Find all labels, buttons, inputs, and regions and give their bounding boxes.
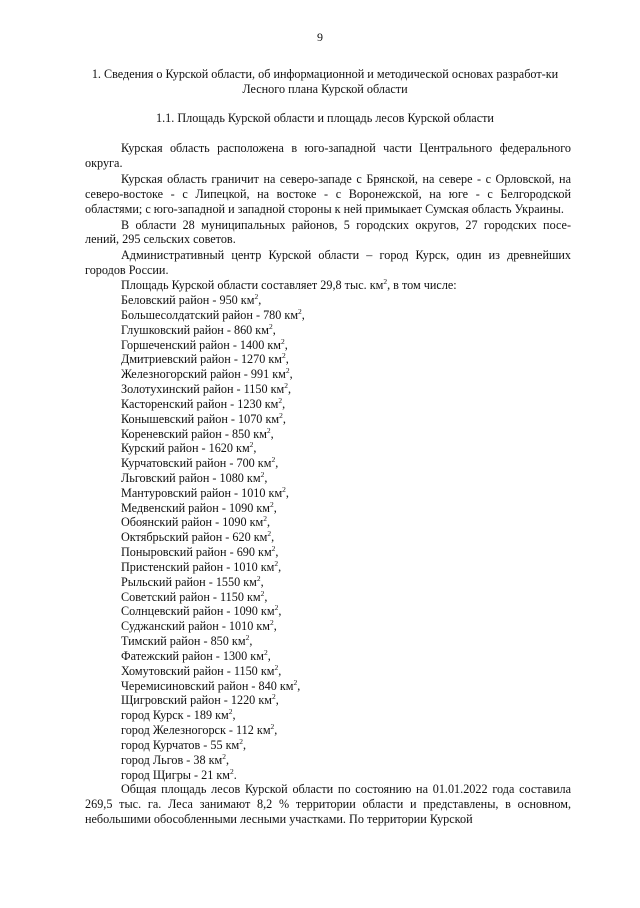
district-name: город Курчатов - 55 км <box>121 737 240 752</box>
page-number: 9 <box>317 30 323 44</box>
unit-superscript: 2 <box>271 455 276 465</box>
district-item <box>121 397 571 412</box>
district-punctuation: , <box>264 589 268 604</box>
district-item <box>121 382 571 397</box>
district-list <box>85 293 571 782</box>
district-item <box>121 619 571 634</box>
district-item <box>121 753 571 768</box>
district-item <box>121 768 571 783</box>
unit-superscript: 2 <box>269 618 274 628</box>
district-item <box>121 530 571 545</box>
district-punctuation: , <box>264 471 268 485</box>
district-name: Хомутовский район - 1150 км <box>121 663 275 678</box>
unit-superscript: 2 <box>293 677 298 687</box>
district-punctuation: . <box>233 767 237 782</box>
unit-superscript: 2 <box>282 484 286 494</box>
unit-superscript: 2 <box>274 662 279 672</box>
district-name: Горшеченский район - 1400 км <box>121 337 281 352</box>
unit-superscript: 2 <box>270 722 275 732</box>
district-item <box>121 456 571 471</box>
district-item <box>121 441 571 456</box>
district-item <box>121 308 571 323</box>
district-punctuation: , <box>273 619 277 634</box>
district-item <box>121 515 571 530</box>
unit-superscript: 2 <box>284 381 289 391</box>
district-punctuation: , <box>297 678 301 693</box>
unit-superscript: 2 <box>279 410 283 420</box>
district-punctuation: , <box>242 737 247 752</box>
section-title: 1. Сведения о Курской области, об информационной и методической основах разработ-ки Лесного плана Курской области <box>91 67 559 96</box>
district-item <box>121 352 571 367</box>
unit-superscript: 2 <box>285 366 290 376</box>
district-punctuation: , <box>253 441 257 456</box>
district-punctuation: , <box>270 426 274 441</box>
district-item <box>121 545 571 560</box>
unit-superscript: 2 <box>239 736 243 746</box>
unit-superscript: 2 <box>263 647 268 657</box>
district-item <box>121 427 571 442</box>
district-name: Золотухинский район - 1150 км <box>121 382 285 397</box>
paragraph-location: Курская область расположена в юго-западной части Центрального федерального округа. <box>85 141 571 170</box>
district-punctuation: , <box>285 352 289 367</box>
district-name: город Курск - 189 км <box>121 708 229 723</box>
unit-superscript: 2 <box>254 292 259 302</box>
district-item <box>121 604 571 619</box>
district-punctuation: , <box>275 456 279 471</box>
district-punctuation: , <box>260 574 264 589</box>
district-punctuation: , <box>301 307 305 322</box>
district-item <box>121 575 571 590</box>
district-punctuation: , <box>271 530 275 545</box>
paragraph-admin-center: Административный центр Курской области – город Курск, один из древнейших городов России. <box>85 248 571 278</box>
district-name: Железногорский район - 991 км <box>121 367 286 382</box>
district-punctuation: , <box>275 545 279 560</box>
unit-superscript: 2 <box>274 558 279 568</box>
district-name: Тимский район - 850 км <box>121 634 246 649</box>
district-name: Курчатовский район - 700 км <box>121 456 272 471</box>
district-punctuation: , <box>282 411 286 426</box>
district-name: Советский район - 1150 км <box>121 589 261 604</box>
district-punctuation: , <box>274 723 278 738</box>
unit-superscript: 2 <box>270 499 274 509</box>
district-punctuation: , <box>272 322 276 337</box>
district-name: Мантуровский район - 1010 км <box>121 485 283 500</box>
district-name: Льговский район - 1080 км <box>121 471 261 485</box>
unit-superscript: 2 <box>282 351 286 361</box>
subsection-title: 1.1. Площадь Курской области и площадь лесов Курской области <box>156 111 494 125</box>
unit-superscript: 2 <box>222 751 227 761</box>
district-item <box>121 708 571 723</box>
district-punctuation: , <box>249 634 253 649</box>
paragraph-borders: Курская область граничит на северо-западе с Брянской, на севере - с Орловской, на северо-востоке - с Липецкой, на востоке - с Воронежской, на юге - с Белгородской областями; с юго-западной и западной стороны к ней примыкает Сумская область Украины. <box>85 171 571 216</box>
district-punctuation: , <box>232 708 236 723</box>
district-punctuation: , <box>289 367 293 382</box>
unit-superscript: 2 <box>267 529 272 539</box>
area-intro-suffix: , в том числе: <box>387 278 457 293</box>
district-item <box>121 338 571 353</box>
district-punctuation: , <box>285 485 289 500</box>
unit-superscript: 2 <box>266 425 271 435</box>
district-name: Суджанский район - 1010 км <box>121 619 270 634</box>
district-name: Беловский район - 950 км <box>121 293 255 308</box>
unit-superscript: 2 <box>256 573 261 583</box>
district-punctuation: , <box>275 693 279 708</box>
district-item <box>121 501 571 516</box>
unit-superscript: 2 <box>228 707 233 717</box>
district-item <box>121 293 571 308</box>
unit-superscript: 2 <box>280 336 285 346</box>
district-item <box>121 664 571 679</box>
district-punctuation: , <box>273 500 277 515</box>
district-name: Обоянский район - 1090 км <box>121 515 264 530</box>
area-intro-sup: 2 <box>383 277 388 287</box>
district-punctuation: , <box>278 663 282 678</box>
district-name: Щигровский район - 1220 км <box>121 693 272 708</box>
district-name: Рыльский район - 1550 км <box>121 574 257 589</box>
paragraph-area-intro <box>85 278 571 293</box>
district-item <box>121 679 571 694</box>
district-name: Курский район - 1620 км <box>121 441 250 456</box>
unit-superscript: 2 <box>274 603 279 613</box>
unit-superscript: 2 <box>268 321 273 331</box>
district-punctuation: , <box>284 337 288 352</box>
district-punctuation: , <box>226 752 230 767</box>
district-item <box>121 738 571 753</box>
district-punctuation: , <box>288 382 292 397</box>
paragraph-forest-area: Общая площадь лесов Курской области по состоянию на 01.01.2022 года составила 269,5 тыс. га. Леса занимают 8,2 % территории области и представлены, в основном, небольшими обособленными лесными участками. По территории Курской <box>85 782 571 827</box>
unit-superscript: 2 <box>298 306 302 316</box>
unit-superscript: 2 <box>245 633 250 643</box>
district-name: Конышевский район - 1070 км <box>121 411 280 426</box>
district-item <box>121 323 571 338</box>
district-punctuation: , <box>258 293 262 308</box>
district-punctuation: , <box>267 648 271 663</box>
district-name: Фатежский район - 1300 км <box>121 648 264 663</box>
district-name: город Льгов - 38 км <box>121 752 223 767</box>
district-name: Октябрьский район - 620 км <box>121 530 268 545</box>
document-body <box>85 141 571 827</box>
district-name: Медвенский район - 1090 км <box>121 500 271 515</box>
paragraph-municipalities: В области 28 муниципальных районов, 5 городских округов, 27 городских посе-лений, 295 сельских советов. <box>85 217 571 247</box>
district-name: Касторенский район - 1230 км <box>121 396 279 411</box>
unit-superscript: 2 <box>271 692 276 702</box>
district-punctuation: , <box>278 604 282 619</box>
unit-superscript: 2 <box>260 588 265 598</box>
district-punctuation: , <box>267 515 271 530</box>
district-item <box>121 471 571 486</box>
district-name: Дмитриевский район - 1270 км <box>121 352 283 367</box>
unit-superscript: 2 <box>249 440 254 450</box>
district-name: Черемисиновский район - 840 км <box>121 678 294 693</box>
district-item <box>121 649 571 664</box>
district-name: Кореневский район - 850 км <box>121 426 267 441</box>
district-item <box>121 590 571 605</box>
area-intro-text: Площадь Курской области составляет 29,8 тыс. км <box>121 278 384 293</box>
unit-superscript: 2 <box>230 766 234 776</box>
district-item <box>121 693 571 708</box>
district-item <box>121 723 571 738</box>
district-item <box>121 560 571 575</box>
district-name: город Щигры - 21 км <box>121 767 230 782</box>
district-name: Пристенский район - 1010 км <box>121 559 275 574</box>
district-item <box>121 412 571 427</box>
district-punctuation: , <box>278 559 282 574</box>
district-name: Большесолдатский район - 780 км <box>121 307 299 322</box>
district-punctuation: , <box>282 396 286 411</box>
unit-superscript: 2 <box>271 544 276 554</box>
district-name: город Железногорск - 112 км <box>121 723 271 738</box>
district-item <box>121 486 571 501</box>
district-name: Солнцевский район - 1090 км <box>121 604 275 619</box>
district-name: Поныровский район - 690 км <box>121 545 272 560</box>
district-name: Глушковский район - 860 км <box>121 322 269 337</box>
district-item <box>121 367 571 382</box>
district-item <box>121 634 571 649</box>
unit-superscript: 2 <box>278 395 283 405</box>
unit-superscript: 2 <box>260 470 265 479</box>
unit-superscript: 2 <box>263 514 268 524</box>
